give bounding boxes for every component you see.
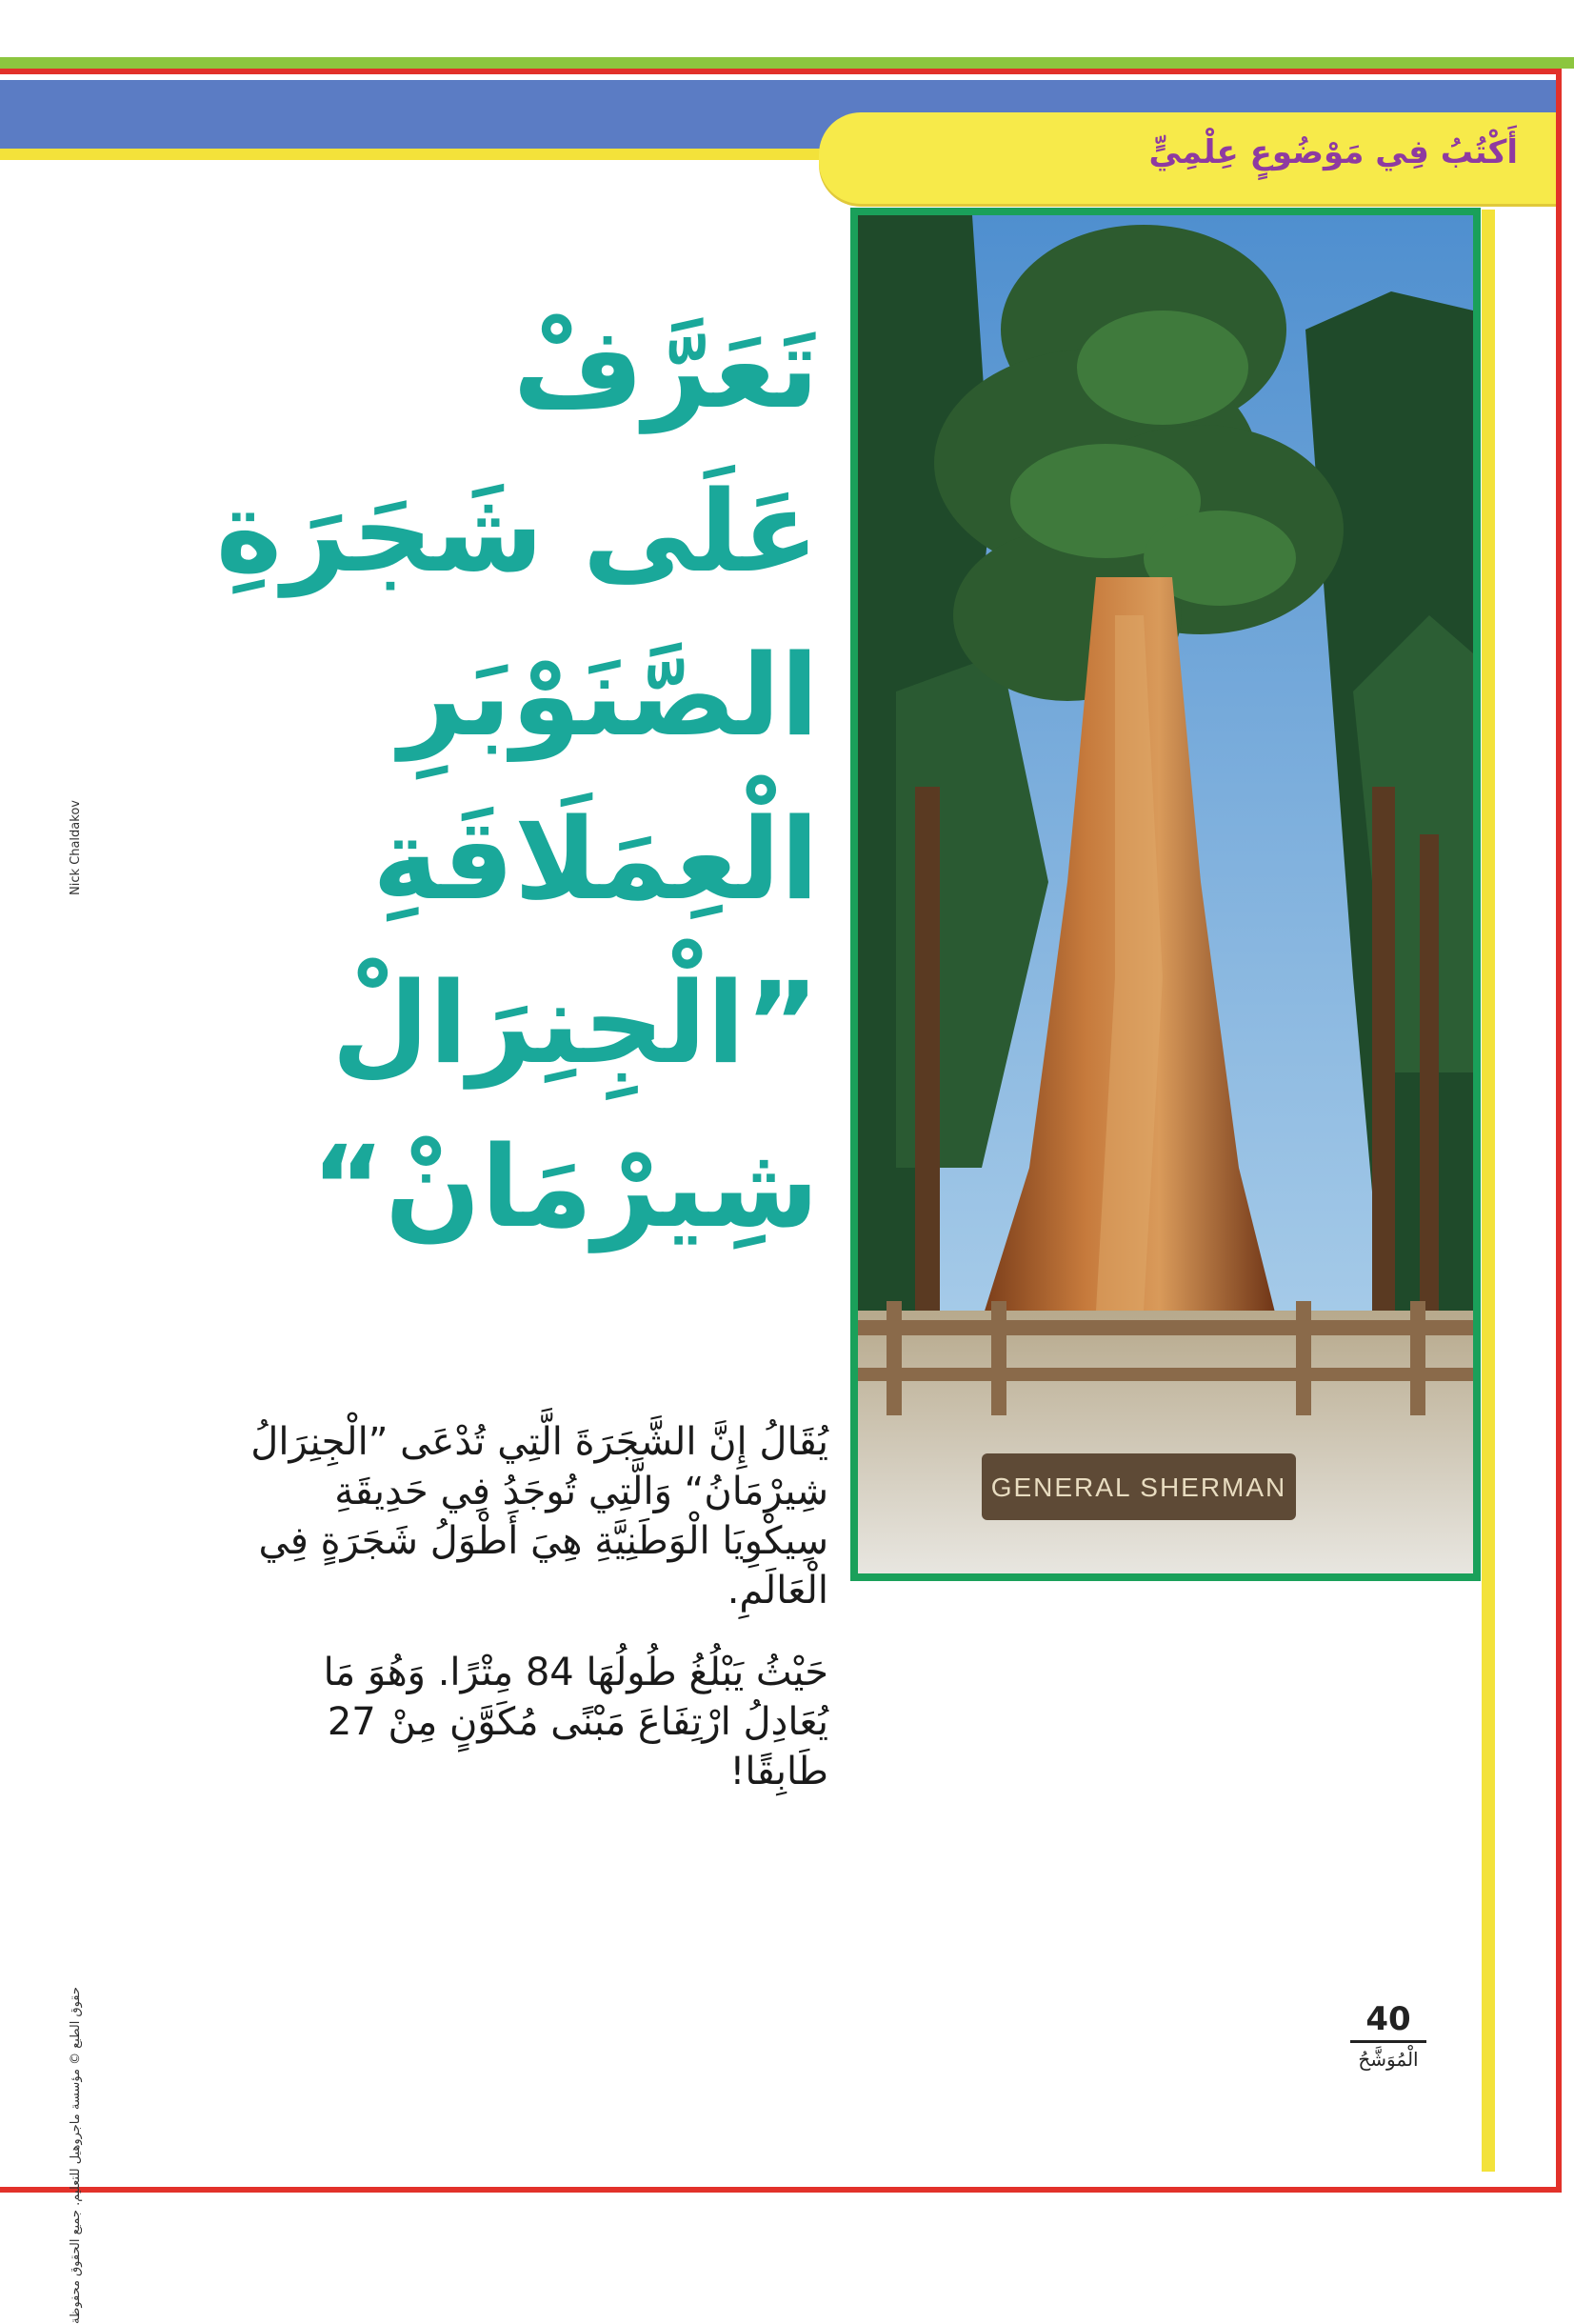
title-line: شِيرْمَانْ“ [310, 1121, 819, 1252]
top-green-band [0, 57, 1574, 69]
page-number-divider [1350, 2040, 1426, 2043]
page-number: 40 [1365, 2000, 1411, 2038]
body-paragraph: يُقَالُ إِنَّ الشَّجَرَةَ الَّتِي تُدْعَى ”الْجِنِرَالُ شِيرْمَانُ“ وَالَّتِي تُوجَدُ فِي حَدِيقَةِ سِيكْوِيَا الْوَطَنِيَّةِ هِيَ أَطْوَلُ شَجَرَةٍ فِي الْعَالَمِ. [250, 1420, 828, 1613]
title-line: تَعَرَّفْ [512, 302, 819, 433]
side-yellow-band [1482, 210, 1495, 2172]
category-tab [819, 112, 1556, 204]
rights-credit: حقوق الطبع © مؤسسة ماجروهيل للتعليم. جميع الحقوق محفوظة [69, 1987, 83, 2324]
title-line: الْعِمَلَاقَةِ [372, 793, 819, 925]
title-line: الصَّنَوْبَرِ [399, 630, 819, 761]
photo-sign-text: GENERAL SHERMAN [990, 1473, 1287, 1502]
magazine-name: الْمُوَشَّحُ [1358, 2048, 1419, 2071]
sequoia-photo [850, 208, 1481, 1581]
article-title [190, 286, 819, 1269]
category-label: أَكْتُبُ فِي مَوْضُوعٍ عِلْمِيٍّ [1148, 133, 1518, 171]
body-paragraph: حَيْثُ يَبْلُغُ طُولُهَا 84 مِتْرًا. وَهُوَ مَا يُعَادِلُ ارْتِفَاعَ مَبْنًى مُكَوَّنٍ مِنْ 27 طَابِقًا! [323, 1651, 828, 1793]
title-line: ”الْجِنِرَالْ [331, 957, 819, 1089]
photo-credit: Nick Chaldakov [69, 800, 83, 895]
title-line: عَلَى شَجَرَةِ [215, 466, 819, 597]
